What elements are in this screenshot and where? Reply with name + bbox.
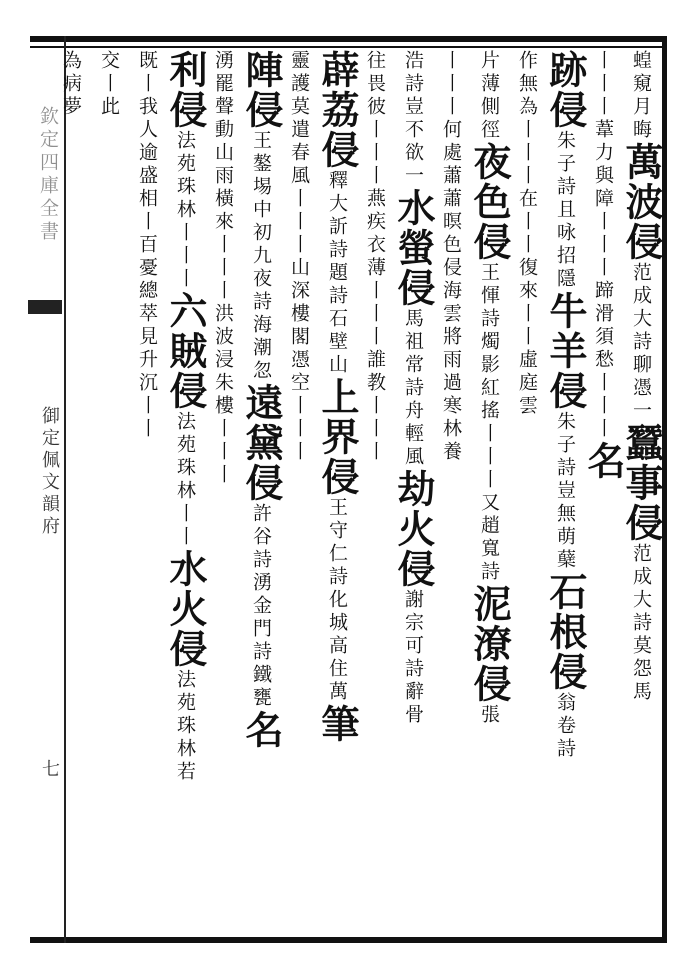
entry-citation: 范成大詩莫怨馬 bbox=[630, 543, 652, 704]
entry-citation: 燕疾衣薄丨丨丨 bbox=[364, 188, 386, 349]
entry-headword: 夜色侵 bbox=[467, 142, 512, 262]
entry-headword: 石根侵 bbox=[543, 572, 588, 692]
entry-headword: 名 bbox=[239, 710, 284, 750]
entry-citation: 王守仁詩化城高住萬 bbox=[326, 497, 348, 704]
entry-citation: 洪波浸朱樓丨丨丨 bbox=[212, 303, 234, 487]
entry-citation: 許谷詩湧金門詩鐵甕 bbox=[250, 503, 272, 710]
entry-headword: 陣侵 bbox=[239, 50, 284, 130]
margin-page-number: 七 bbox=[39, 759, 60, 781]
entry-citation: 王惲詩燭影紅搖丨丨丨又趙 bbox=[478, 262, 500, 538]
entry-citation: 相丨百憂總萃 bbox=[136, 188, 158, 326]
entry-citation: 浩詩豈不欲一 bbox=[402, 50, 424, 188]
entry-citation: 葦力與障丨丨丨 bbox=[592, 119, 614, 280]
entry-citation: 法苑珠林丨丨丨 bbox=[174, 130, 196, 291]
entry-headword: 上界侵 bbox=[315, 377, 360, 497]
entry-headword: 跡侵 bbox=[543, 50, 588, 130]
entry-citation: 靈護莫遣春風丨丨丨 bbox=[288, 50, 310, 257]
entry-headword: 萬波侵 bbox=[619, 142, 664, 262]
entry-citation: 法苑珠林若 bbox=[174, 669, 196, 784]
entry-headword: 薜荔侵 bbox=[315, 50, 360, 170]
top-border-rule bbox=[30, 36, 666, 42]
entry-citation: 養 bbox=[440, 441, 462, 464]
entry-citation: 山深樓閣憑空丨丨丨 bbox=[288, 257, 310, 464]
top-border-inner-rule bbox=[30, 46, 666, 48]
entry-headword: 筆 bbox=[315, 704, 360, 744]
entry-citation: 馬祖常詩舟輕風 bbox=[402, 308, 424, 469]
margin-collection-title: 欽定四庫全書 bbox=[37, 106, 59, 244]
entry-headword: 泥潦侵 bbox=[467, 584, 512, 704]
entry-citation: 何處蕭蕭暝色侵海雲將雨過寒林 bbox=[440, 119, 462, 441]
entry-citation: 釋大訢詩題詩石壁山 bbox=[326, 170, 348, 377]
entry-citation: 法苑珠林丨丨 bbox=[174, 411, 196, 549]
entry-citation: 作無為丨丨丨 bbox=[516, 50, 538, 188]
text-columns bbox=[60, 50, 664, 934]
entry-headword: 蠶事侵 bbox=[619, 423, 664, 543]
entry-headword: 水螢侵 bbox=[391, 188, 436, 308]
entry-citation: 在丨丨復來丨丨 bbox=[516, 188, 538, 349]
entry-headword: 六賊侵 bbox=[163, 291, 208, 411]
entry-citation: 丨丨丨 bbox=[592, 50, 614, 119]
entry-citation: 往畏彼丨丨丨 bbox=[364, 50, 386, 188]
entry-headword: 牛羊侵 bbox=[543, 291, 588, 411]
entry-citation: 片薄側徑 bbox=[478, 50, 500, 142]
entry-citation: 范成大詩聊憑一 bbox=[630, 262, 652, 423]
entry-headword: 名 bbox=[581, 441, 626, 481]
bottom-border-rule bbox=[30, 937, 666, 943]
entry-citation: 謝宗可詩辭骨 bbox=[402, 589, 424, 727]
entry-headword: 遠黛侵 bbox=[239, 383, 284, 503]
entry-citation: 湧罷聲動山雨橫來丨丨丨 bbox=[212, 50, 234, 303]
entry-citation: 寬詩 bbox=[478, 538, 500, 584]
entry-citation: 丨丨丨 bbox=[440, 50, 462, 119]
entry-citation: 虛庭雲 bbox=[516, 349, 538, 418]
margin-book-title: 御定佩文韻府 bbox=[39, 406, 60, 538]
entry-citation: 既丨我人逾盛 bbox=[136, 50, 158, 188]
entry-headword: 水火侵 bbox=[163, 549, 208, 669]
entry-citation: 蝗窺月晦 bbox=[630, 50, 652, 142]
entry-citation: 王鏊埸中初九夜詩海潮忽 bbox=[250, 130, 272, 383]
entry-citation: 為病夢 bbox=[60, 50, 82, 119]
text-column bbox=[45, 50, 97, 934]
entry-citation: 蹄滑須愁丨丨丨 bbox=[592, 280, 614, 441]
entry-citation: 翁卷詩 bbox=[554, 692, 576, 761]
entry-citation: 朱子詩且咏招隱 bbox=[554, 130, 576, 291]
entry-headword: 劫火侵 bbox=[391, 469, 436, 589]
entry-citation: 張 bbox=[478, 704, 500, 727]
entry-citation: 朱子詩豈無萌蘖 bbox=[554, 411, 576, 572]
entry-citation: 見升沉丨丨 bbox=[136, 326, 158, 441]
entry-headword: 利侵 bbox=[163, 50, 208, 130]
entry-citation: 誰教丨丨丨 bbox=[364, 349, 386, 464]
entry-citation: 交丨此 bbox=[98, 50, 120, 119]
